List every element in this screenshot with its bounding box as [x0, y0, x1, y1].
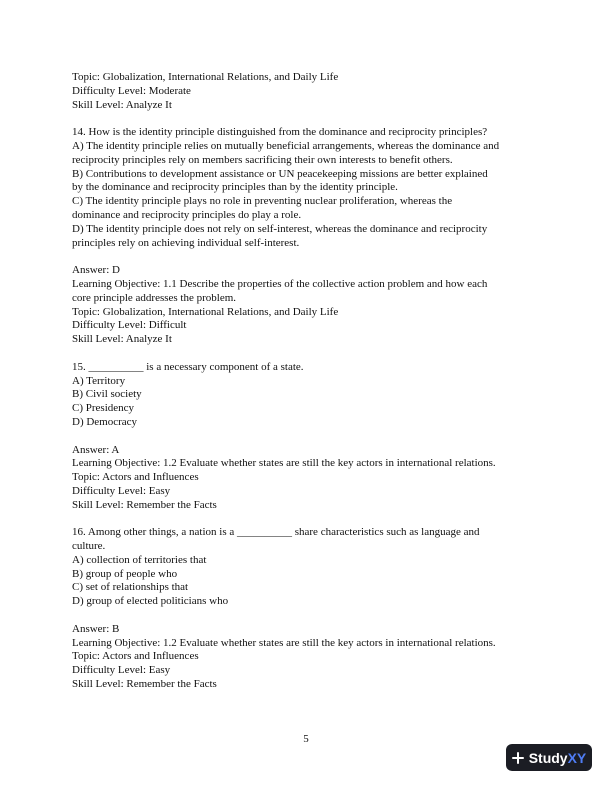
- spacer: [72, 430, 550, 444]
- answer-16: [72, 623, 550, 692]
- option-b: B) Civil society: [72, 388, 142, 401]
- option-a: A) Territory: [72, 374, 126, 387]
- answer-14: [72, 264, 550, 347]
- brand-wordmark: [529, 750, 587, 766]
- difficulty-line: Difficulty Level: Easy: [72, 484, 171, 497]
- option-a: A) collection of territories that: [72, 553, 207, 566]
- question-text: 16. Among other things, a nation is a __________ share characteristics such as language and: [72, 526, 480, 539]
- spacer: [72, 513, 550, 527]
- difficulty-line: Difficulty Level: Moderate: [72, 84, 191, 97]
- answer-line: Answer: B: [72, 622, 120, 635]
- skill-line: Skill Level: Remember the Facts: [72, 498, 217, 511]
- option-b-cont: by the dominance and reciprocity principles than by the identity principle.: [72, 181, 398, 194]
- learning-objective-line: Learning Objective: 1.2 Evaluate whether states are still the key actors in international relations.: [72, 457, 496, 470]
- answer-line: Answer: A: [72, 443, 120, 456]
- topic-line: Topic: Actors and Influences: [72, 650, 199, 663]
- studyxy-logo-badge[interactable]: [506, 744, 592, 771]
- question-15: [72, 361, 550, 430]
- option-d-cont: principles rely on achieving individual self-interest.: [72, 236, 300, 249]
- option-d: D) Democracy: [72, 415, 138, 428]
- skill-line: Skill Level: Remember the Facts: [72, 678, 217, 691]
- brand-main: Study: [528, 749, 568, 766]
- question-text: 14. How is the identity principle distinguished from the dominance and reciprocity principles?: [72, 126, 488, 139]
- spacer: [72, 609, 550, 623]
- spacer: [72, 112, 550, 126]
- difficulty-line: Difficulty Level: Difficult: [72, 319, 187, 332]
- question-16: [72, 526, 550, 609]
- answer-15: [72, 444, 550, 513]
- skill-line: Skill Level: Analyze It: [72, 98, 172, 111]
- skill-line: Skill Level: Analyze It: [72, 333, 172, 346]
- plus-icon: [512, 752, 524, 764]
- spacer: [72, 347, 550, 361]
- question-text-cont: culture.: [72, 540, 106, 553]
- page-content: [72, 71, 550, 692]
- page-number: 5: [303, 733, 309, 745]
- option-b: B) group of people who: [72, 567, 178, 580]
- learning-objective-cont: core principle addresses the problem.: [72, 291, 237, 304]
- question-text: 15. __________ is a necessary component of a state.: [72, 360, 304, 373]
- option-a-cont: reciprocity principles rely on members sacrificing their own interests to benefit others.: [72, 153, 453, 166]
- option-a: A) The identity principle relies on mutually beneficial arrangements, whereas the dominance and: [72, 139, 500, 152]
- brand-accent: XY: [567, 749, 587, 766]
- option-c: C) The identity principle plays no role in preventing nuclear proliferation, whereas the: [72, 195, 453, 208]
- option-d: D) group of elected politicians who: [72, 595, 229, 608]
- question-14: [72, 126, 550, 250]
- spacer: [72, 250, 550, 264]
- topic-line: Topic: Actors and Influences: [72, 471, 199, 484]
- option-d: D) The identity principle does not rely on self-interest, whereas the dominance and reciprocity: [72, 222, 488, 235]
- answer-line: Answer: D: [72, 264, 120, 277]
- option-c: C) set of relationships that: [72, 581, 189, 594]
- option-b: B) Contributions to development assistance or UN peacekeeping missions are better explained: [72, 167, 488, 180]
- learning-objective-line: Learning Objective: 1.1 Describe the properties of the collective action problem and how each: [72, 277, 488, 290]
- metadata-block: [72, 71, 550, 112]
- difficulty-line: Difficulty Level: Easy: [72, 664, 171, 677]
- learning-objective-line: Learning Objective: 1.2 Evaluate whether states are still the key actors in international relations.: [72, 636, 496, 649]
- topic-line: Topic: Globalization, International Relations, and Daily Life: [72, 305, 339, 318]
- option-c-cont: dominance and reciprocity principles do play a role.: [72, 208, 302, 221]
- topic-line: Topic: Globalization, International Relations, and Daily Life: [72, 71, 339, 83]
- option-c: C) Presidency: [72, 402, 135, 415]
